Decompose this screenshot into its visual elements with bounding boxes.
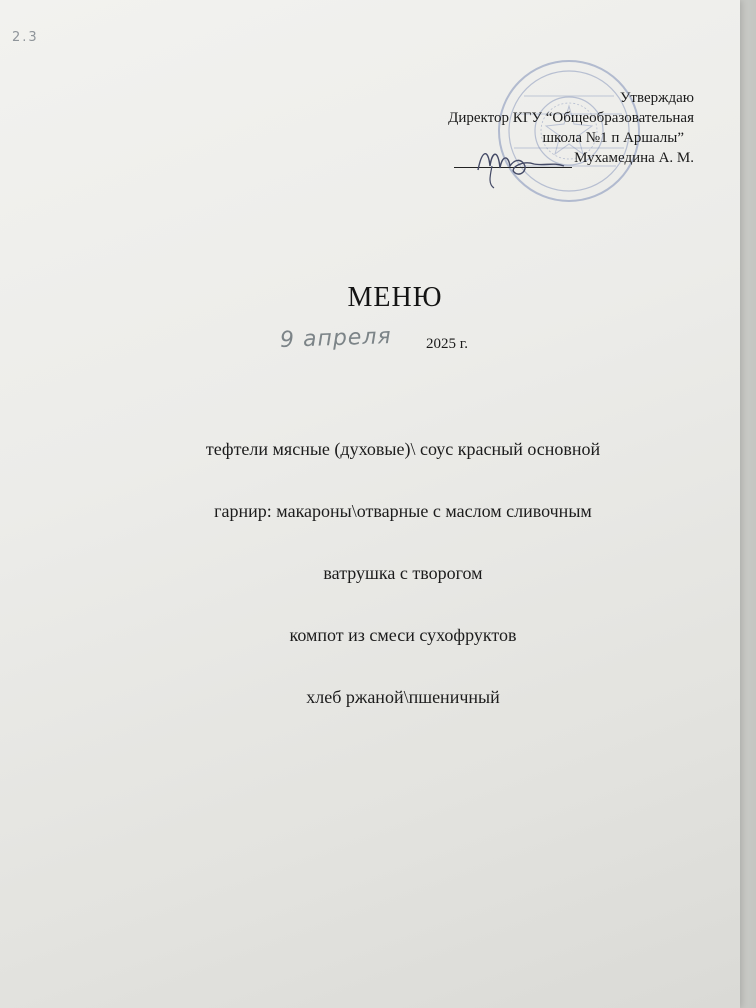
director-title: Директор КГУ “Общеобразовательная <box>448 110 694 126</box>
signature-icon <box>470 136 570 192</box>
menu-list <box>0 434 756 744</box>
handwritten-date: 9 апреля <box>279 324 393 353</box>
menu-date <box>278 326 538 366</box>
menu-item: гарнир: макароны\отварные с маслом сливочным <box>214 501 592 521</box>
page-title: МЕНЮ <box>347 282 443 313</box>
menu-item: хлеб ржаной\пшеничный <box>306 687 500 707</box>
school-name: школа №1 п Аршалы” <box>542 130 684 146</box>
menu-item: тефтели мясные (духовые)\ соус красный основной <box>205 439 601 459</box>
date-year: 2025 г. <box>426 336 468 352</box>
director-name: Мухамедина А. М. <box>574 150 694 166</box>
menu-item: компот из смеси сухофруктов <box>289 625 517 645</box>
menu-item: ватрушка с творогом <box>323 563 483 583</box>
corner-pencil-note: 2.3 <box>12 30 39 45</box>
approve-label: Утверждаю <box>619 90 694 106</box>
